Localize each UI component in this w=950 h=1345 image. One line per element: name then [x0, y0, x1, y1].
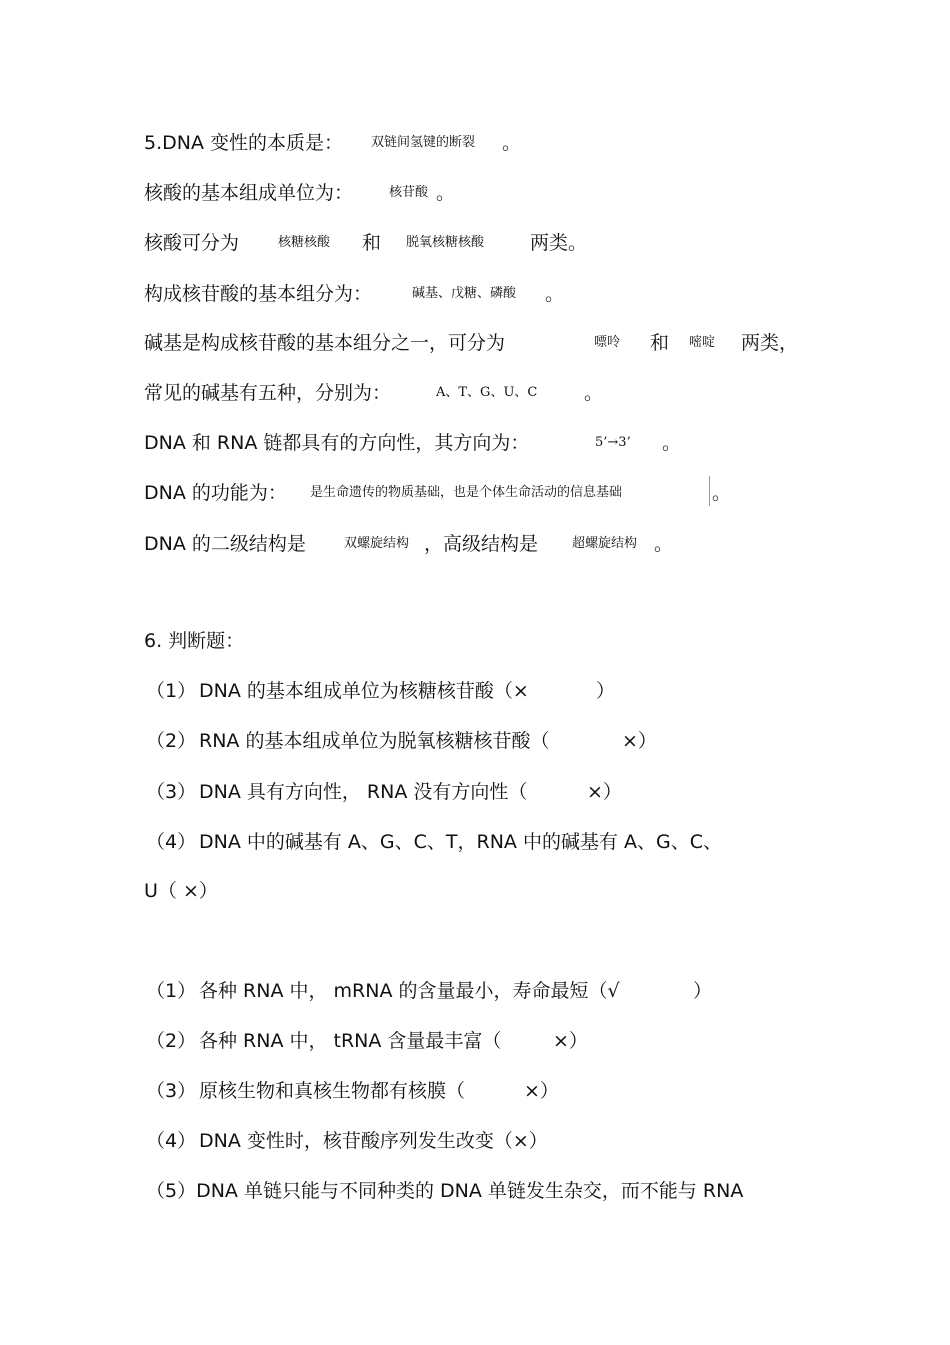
judge-item	[0, 726, 950, 756]
judge-item-continuation	[0, 876, 950, 906]
item-close: ×）	[587, 781, 622, 803]
text-cursor-mark	[709, 476, 710, 506]
line-five-bases	[0, 378, 950, 408]
item-text: DNA 具有方向性， RNA 没有方向性（	[199, 781, 528, 803]
judge-item	[0, 1126, 950, 1156]
answer-text: 嘌呤	[594, 335, 621, 350]
item-number: （1）	[146, 980, 197, 1002]
answer-text: 5’→3’	[595, 435, 631, 450]
answer-text: 碱基、戊糖、磷酸	[412, 286, 517, 301]
item-number: （1）	[146, 680, 197, 702]
item-number: （3）	[146, 1080, 197, 1102]
item-text: DNA 中的碱基有 A、G、C、T，RNA 中的碱基有 A、G、C、	[199, 831, 722, 853]
item-number: （2）	[146, 730, 197, 752]
judge-item	[0, 676, 950, 706]
item-close: ×）	[553, 1030, 588, 1052]
question-label: 构成核苷酸的基本组分为：	[144, 283, 373, 305]
period: 。	[584, 382, 604, 404]
answer-text: 嘧啶	[689, 335, 716, 350]
line-structure	[0, 529, 950, 559]
item-close: ）	[693, 980, 713, 1002]
answer-text: 脱氧核糖核酸	[406, 235, 485, 250]
answer-text: 核糖核酸	[278, 235, 331, 250]
item-number: （4）	[146, 1130, 197, 1152]
question-label: 核酸可分为	[144, 232, 240, 254]
answer-text: 超螺旋结构	[572, 536, 638, 551]
period: 。	[662, 432, 682, 454]
question-label: 常见的碱基有五种，分别为：	[144, 382, 392, 404]
judge-item	[0, 777, 950, 807]
question-label: 核酸的基本组成单位为：	[144, 182, 354, 204]
period: 。	[654, 533, 674, 555]
line-nucleic-acid-types	[0, 228, 950, 258]
line-direction	[0, 428, 950, 458]
judge-item	[0, 976, 950, 1006]
item-text: 各种 RNA 中， tRNA 含量最丰富（	[199, 1030, 502, 1052]
item-text: DNA 的基本组成单位为核糖核苷酸（×	[199, 680, 529, 702]
line-dna-function	[0, 478, 950, 508]
judge-item	[0, 827, 950, 857]
question-label: DNA 的功能为：	[144, 482, 287, 504]
item-number: （2）	[146, 1030, 197, 1052]
period: 。	[436, 182, 456, 204]
judge-item	[0, 1176, 950, 1206]
item-close: ×）	[524, 1080, 559, 1102]
item-text: 各种 RNA 中， mRNA 的含量最小，寿命最短（√	[199, 980, 620, 1002]
item-number: （3）	[146, 781, 197, 803]
question-label: 5.DNA 变性的本质是：	[144, 132, 344, 154]
question-label: DNA 的二级结构是	[144, 533, 306, 555]
answer-text: 核苷酸	[389, 185, 429, 200]
line-nucleotide-components	[0, 279, 950, 309]
answer-text: 双螺旋结构	[344, 536, 410, 551]
section-title: 6. 判断题：	[144, 630, 245, 652]
line-basic-unit	[0, 178, 950, 208]
period: 。	[545, 283, 565, 305]
line-denaturation	[0, 128, 950, 158]
answer-text: 是生命遗传的物质基础，也是个体生命活动的信息基础	[310, 485, 623, 500]
connector-text: ，高级结构是	[424, 533, 539, 555]
answer-text: A、T、G、U、C	[436, 385, 538, 400]
line-base-classes	[0, 328, 950, 358]
period: 。	[712, 482, 732, 504]
judge-item	[0, 1026, 950, 1056]
judge-item	[0, 1076, 950, 1106]
item-text: U（ ×）	[144, 880, 218, 902]
period: 。	[502, 132, 522, 154]
item-text: DNA 变性时，核苷酸序列发生改变（×）	[199, 1130, 548, 1152]
item-text: 原核生物和真核生物都有核膜（	[199, 1080, 466, 1102]
question-label: 碱基是构成核苷酸的基本组分之一，可分为	[144, 332, 506, 354]
question-label: DNA 和 RNA 链都具有的方向性，其方向为：	[144, 432, 530, 454]
item-number: （4）	[146, 831, 197, 853]
answer-text: 双链间氢键的断裂	[371, 135, 476, 150]
section6-title-line	[0, 626, 950, 656]
item-text: （5）DNA 单链只能与不同种类的 DNA 单链发生杂交，而不能与 RNA	[146, 1180, 744, 1202]
ending-text: 两类，	[741, 332, 799, 354]
item-text: RNA 的基本组成单位为脱氧核糖核苷酸（	[199, 730, 550, 752]
connector-text: 和	[362, 232, 382, 254]
item-close: ×）	[622, 730, 657, 752]
connector-text: 和	[650, 332, 670, 354]
item-close: ）	[596, 680, 616, 702]
ending-text: 两类。	[530, 232, 588, 254]
